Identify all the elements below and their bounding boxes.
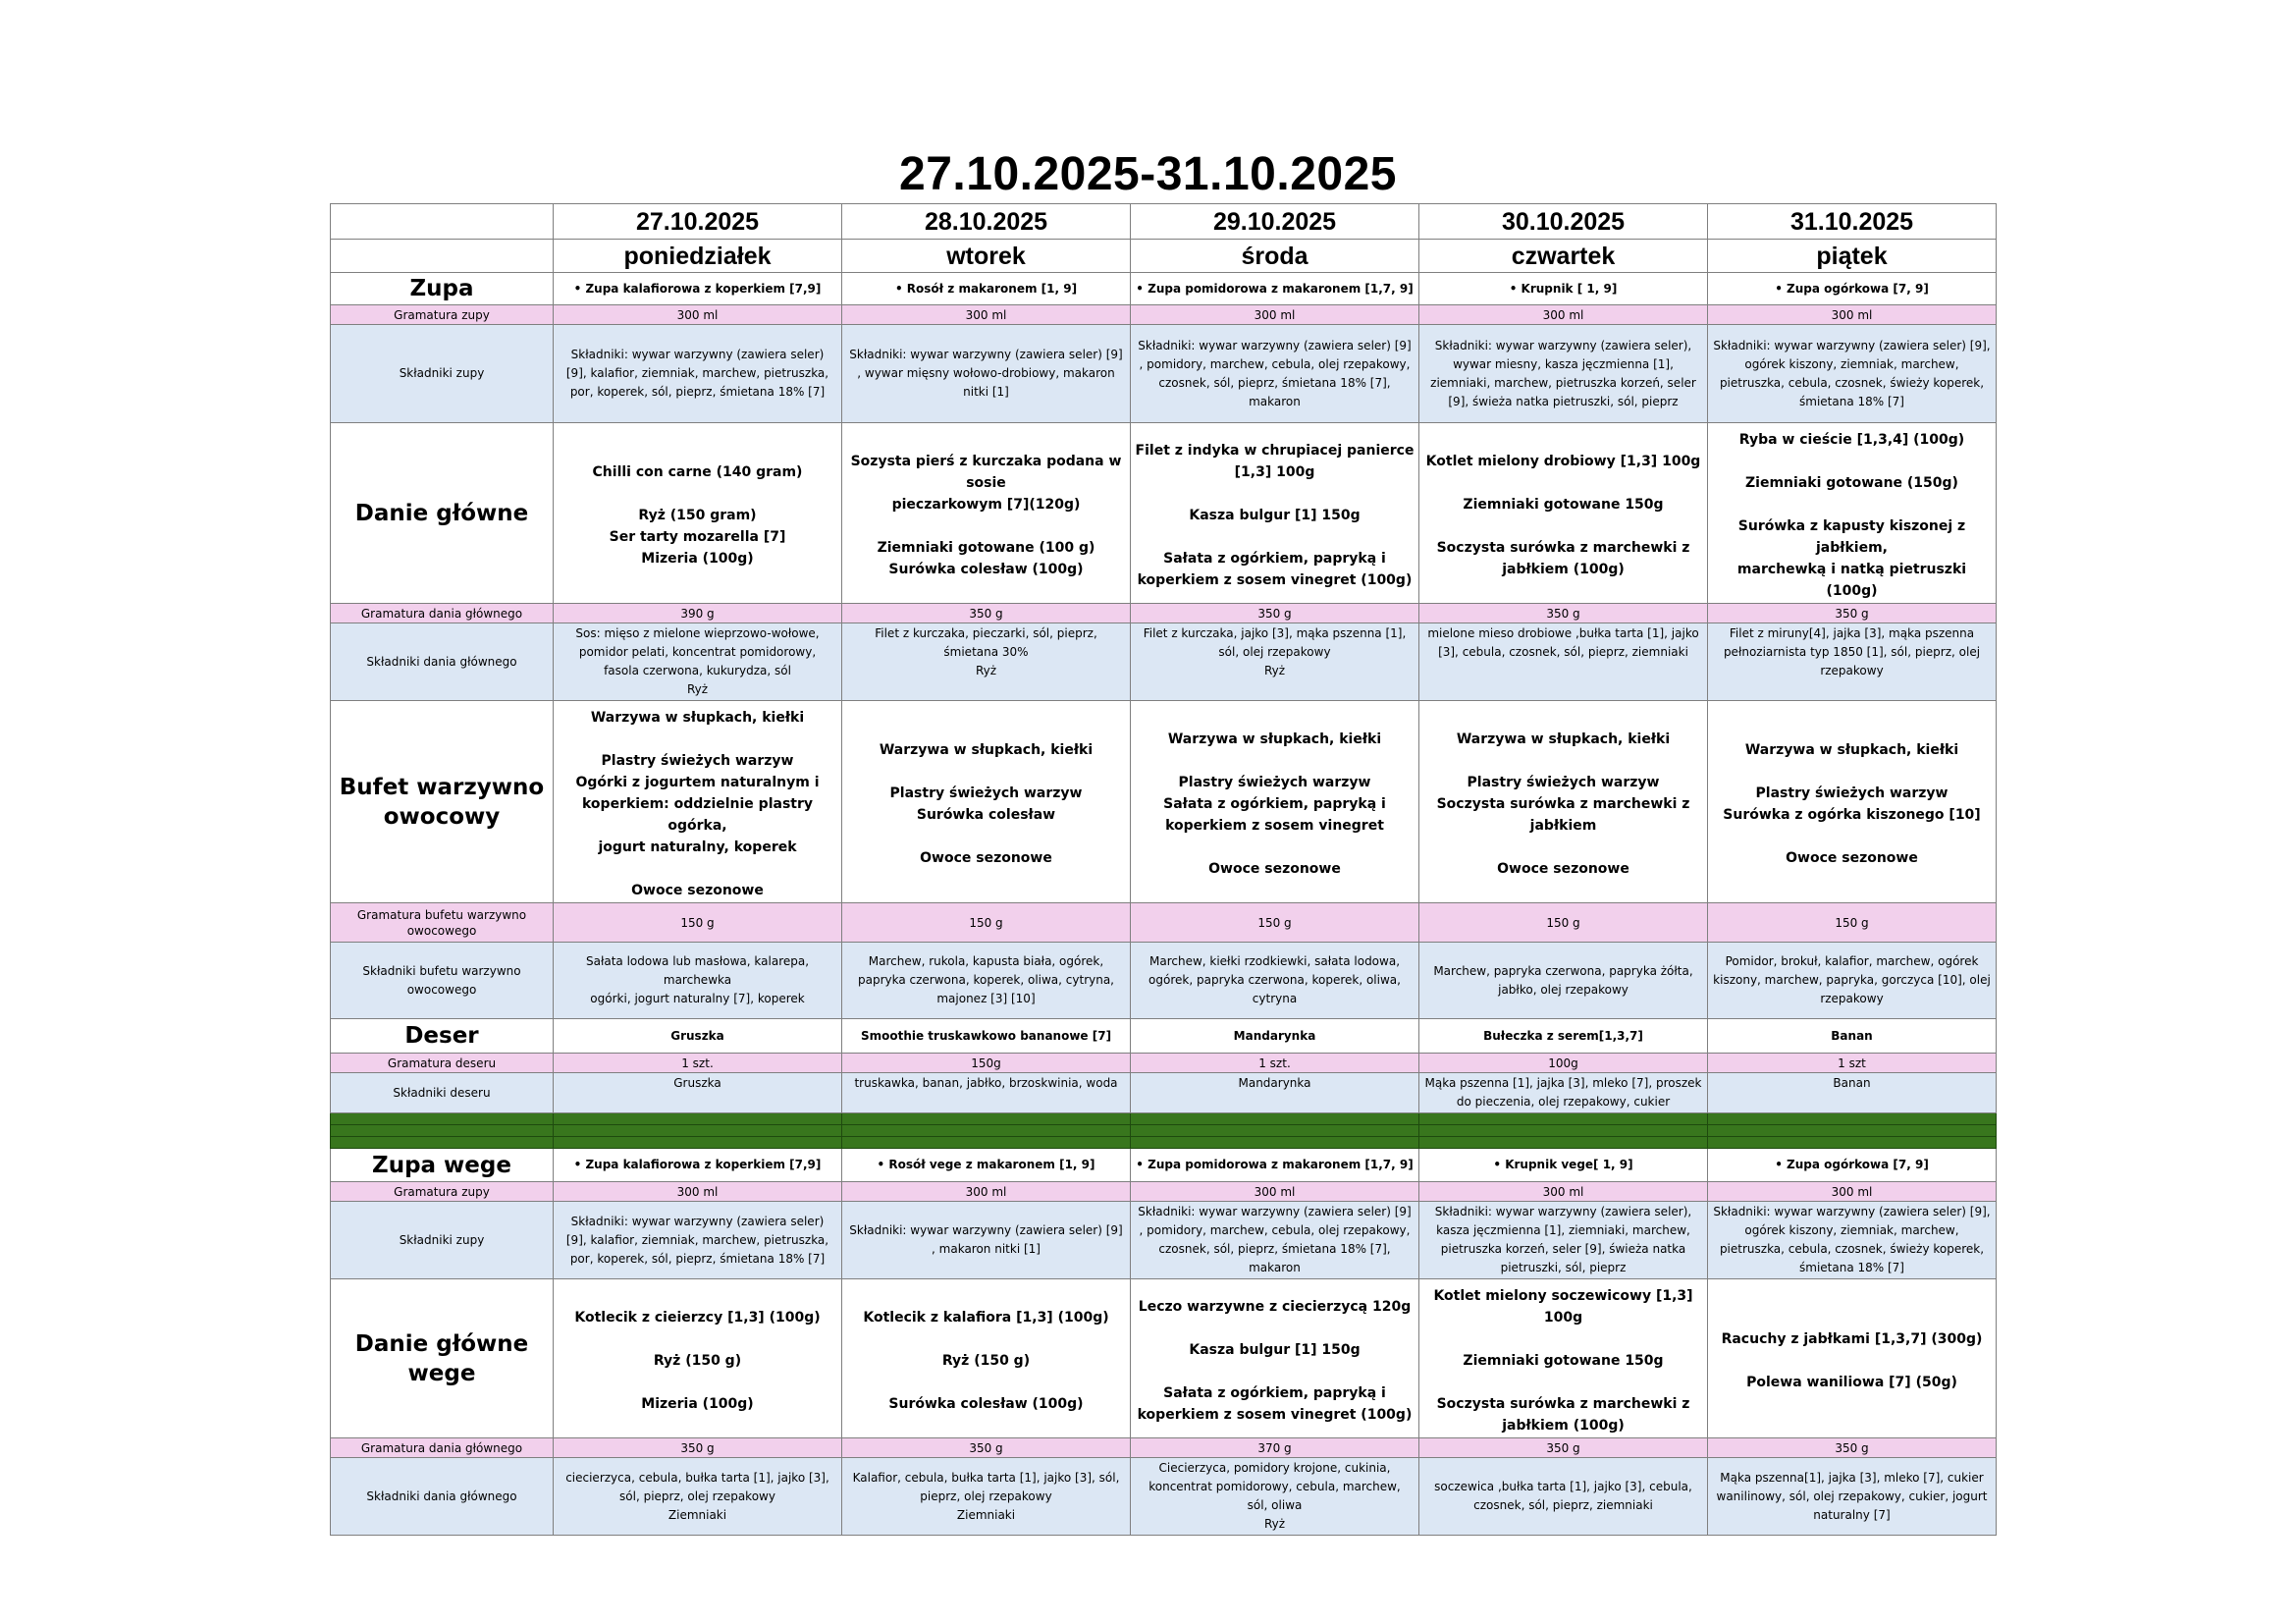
dessert-ingredients-monday: Gruszka xyxy=(554,1073,842,1113)
buffet-thursday: Warzywa w słupkach, kiełki Plastry świeżych warzyw Soczysta surówka z marchewki z jabłkiem Owoce sezonowe xyxy=(1419,701,1708,903)
main-dish-label: Danie główne xyxy=(331,423,554,604)
date-row xyxy=(331,204,1997,240)
separator-cell xyxy=(842,1125,1131,1137)
date-wednesday: 29.10.2025 xyxy=(1131,204,1419,240)
main-vege-ingredients-label: Składniki dania głównego xyxy=(331,1458,554,1536)
soup-ingredients-monday: Składniki: wywar warzywny (zawiera seler) [9], kalafior, ziemniak, marchew, pietruszka, por, koperek, sól, pieprz, śmietana 18% [7] xyxy=(554,325,842,423)
buffet-ingredients-thursday: Marchew, papryka czerwona, papryka żółta, jabłko, olej rzepakowy xyxy=(1419,943,1708,1019)
buffet-ingredients-label: Składniki bufetu warzywno owocowego xyxy=(331,943,554,1019)
date-tuesday: 28.10.2025 xyxy=(842,204,1131,240)
buffet-weight-friday: 150 g xyxy=(1708,903,1997,943)
weekday-friday: piątek xyxy=(1708,240,1997,273)
separator-cell xyxy=(1419,1125,1708,1137)
soup-ingredients-wednesday: Składniki: wywar warzywny (zawiera seler) [9] , pomidory, marchew, cebula, olej rzepakowy, czosnek, sól, pieprz, śmietana 18% [7], makaron xyxy=(1131,325,1419,423)
soup-weight-thursday: 300 ml xyxy=(1419,305,1708,325)
separator-cell xyxy=(1708,1113,1997,1125)
main-dish-thursday: Kotlet mielony drobiowy [1,3] 100g Ziemniaki gotowane 150g Soczysta surówka z marchewki z jabłkiem (100g) xyxy=(1419,423,1708,604)
main-vege-ingredients-thursday: soczewica ,bułka tarta [1], jajko [3], cebula, czosnek, sól, pieprz, ziemniaki xyxy=(1419,1458,1708,1536)
separator-row xyxy=(331,1125,1997,1137)
buffet-weight-row xyxy=(331,903,1997,943)
separator-cell xyxy=(1419,1113,1708,1125)
dessert-tuesday: Smoothie truskawkowo bananowe [7] xyxy=(842,1019,1131,1054)
soup-vege-weight-label: Gramatura zupy xyxy=(331,1182,554,1202)
soup-tuesday: • Rosół z makaronem [1, 9] xyxy=(842,273,1131,305)
buffet-weight-thursday: 150 g xyxy=(1419,903,1708,943)
page-title: 27.10.2025-31.10.2025 xyxy=(899,148,1397,200)
separator-cell xyxy=(331,1113,554,1125)
soup-vege-ingredients-row xyxy=(331,1202,1997,1279)
soup-wednesday: • Zupa pomidorowa z makaronem [1,7, 9] xyxy=(1131,273,1419,305)
main-weight-row xyxy=(331,604,1997,623)
weekday-thursday: czwartek xyxy=(1419,240,1708,273)
separator-row xyxy=(331,1137,1997,1149)
main-dish-wednesday: Filet z indyka w chrupiacej panierce [1,3] 100g Kasza bulgur [1] 150g Sałata z ogórkiem, papryką i koperkiem z sosem vinegret (100g) xyxy=(1131,423,1419,604)
main-ingredients-friday: Filet z miruny[4], jajka [3], mąka pszenna pełnoziarnista typ 1850 [1], sól, pieprz, olej rzepakowy xyxy=(1708,623,1997,701)
buffet-ingredients-row xyxy=(331,943,1997,1019)
soup-ingredients-thursday: Składniki: wywar warzywny (zawiera seler), wywar miesny, kasza jęczmienna [1], ziemniaki, marchew, pietruszka korzeń, seler [9], świeża natka pietruszki, sól, pieprz xyxy=(1419,325,1708,423)
soup-vege-label: Zupa wege xyxy=(331,1149,554,1182)
buffet-row xyxy=(331,701,1997,903)
corner-cell xyxy=(331,204,554,240)
separator-cell xyxy=(331,1137,554,1149)
dessert-weight-monday: 1 szt. xyxy=(554,1054,842,1073)
soup-vege-friday: • Zupa ogórkowa [7, 9] xyxy=(1708,1149,1997,1182)
soup-vege-weight-thursday: 300 ml xyxy=(1419,1182,1708,1202)
soup-vege-weight-tuesday: 300 ml xyxy=(842,1182,1131,1202)
date-thursday: 30.10.2025 xyxy=(1419,204,1708,240)
separator-cell xyxy=(331,1125,554,1137)
separator-cell xyxy=(842,1137,1131,1149)
soup-monday: • Zupa kalafiorowa z koperkiem [7,9] xyxy=(554,273,842,305)
main-dish-vege-friday: Racuchy z jabłkami [1,3,7] (300g) Polewa waniliowa [7] (50g) xyxy=(1708,1279,1997,1438)
dessert-wednesday: Mandarynka xyxy=(1131,1019,1419,1054)
soup-vege-tuesday: • Rosół vege z makaronem [1, 9] xyxy=(842,1149,1131,1182)
soup-ingredients-friday: Składniki: wywar warzywny (zawiera seler) [9], ogórek kiszony, ziemniak, marchew, pietruszka, cebula, czosnek, świeży koperek, śmietana 18% [7] xyxy=(1708,325,1997,423)
dessert-friday: Banan xyxy=(1708,1019,1997,1054)
separator-cell xyxy=(554,1137,842,1149)
buffet-monday: Warzywa w słupkach, kiełki Plastry świeżych warzyw Ogórki z jogurtem naturalnym i koperkiem: oddzielnie plastry ogórka, jogurt naturalny, koperek Owoce sezonowe xyxy=(554,701,842,903)
date-monday: 27.10.2025 xyxy=(554,204,842,240)
main-ingredients-wednesday: Filet z kurczaka, jajko [3], mąka pszenna [1], sól, olej rzepakowy Ryż xyxy=(1131,623,1419,701)
soup-vege-ingredients-thursday: Składniki: wywar warzywny (zawiera seler), kasza jęczmienna [1], ziemniaki, marchew, pietruszka korzeń, seler [9], świeża natka pietruszki, sól, pieprz xyxy=(1419,1202,1708,1279)
buffet-friday: Warzywa w słupkach, kiełki Plastry świeżych warzyw Surówka z ogórka kiszonego [10] Owoce sezonowe xyxy=(1708,701,1997,903)
dessert-label: Deser xyxy=(331,1019,554,1054)
main-dish-vege-wednesday: Leczo warzywne z ciecierzycą 120g Kasza bulgur [1] 150g Sałata z ogórkiem, papryką i koperkiem z sosem vinegret (100g) xyxy=(1131,1279,1419,1438)
soup-weight-label: Gramatura zupy xyxy=(331,305,554,325)
soup-weight-friday: 300 ml xyxy=(1708,305,1997,325)
weekday-monday: poniedziałek xyxy=(554,240,842,273)
soup-label: Zupa xyxy=(331,273,554,305)
separator-cell xyxy=(1131,1125,1419,1137)
dessert-ingredients-row xyxy=(331,1073,1997,1113)
weekday-wednesday: środa xyxy=(1131,240,1419,273)
soup-weight-tuesday: 300 ml xyxy=(842,305,1131,325)
weekday-tuesday: wtorek xyxy=(842,240,1131,273)
main-weight-monday: 390 g xyxy=(554,604,842,623)
main-vege-ingredients-tuesday: Kalafior, cebula, bułka tarta [1], jajko [3], sól, pieprz, olej rzepakowy Ziemniaki xyxy=(842,1458,1131,1536)
separator-cell xyxy=(1131,1113,1419,1125)
separator-cell xyxy=(554,1113,842,1125)
main-dish-vege-tuesday: Kotlecik z kalafiora [1,3] (100g) Ryż (150 g) Surówka colesław (100g) xyxy=(842,1279,1131,1438)
separator-cell xyxy=(554,1125,842,1137)
main-vege-ingredients-friday: Mąka pszenna[1], jajka [3], mleko [7], cukier wanilinowy, sól, olej rzepakowy, cukier, jogurt naturalny [7] xyxy=(1708,1458,1997,1536)
main-dish-vege-label: Danie główne wege xyxy=(331,1279,554,1438)
dessert-weight-tuesday: 150g xyxy=(842,1054,1131,1073)
main-vege-ingredients-monday: ciecierzyca, cebula, bułka tarta [1], jajko [3], sól, pieprz, olej rzepakowy Ziemniaki xyxy=(554,1458,842,1536)
soup-vege-ingredients-label: Składniki zupy xyxy=(331,1202,554,1279)
soup-vege-row xyxy=(331,1149,1997,1182)
buffet-wednesday: Warzywa w słupkach, kiełki Plastry świeżych warzyw Sałata z ogórkiem, papryką i koperkiem z sosem vinegret Owoce sezonowe xyxy=(1131,701,1419,903)
buffet-ingredients-tuesday: Marchew, rukola, kapusta biała, ogórek, papryka czerwona, koperek, oliwa, cytryna, majonez [3] [10] xyxy=(842,943,1131,1019)
dessert-ingredients-label: Składniki deseru xyxy=(331,1073,554,1113)
main-dish-vege-monday: Kotlecik z cieierzcy [1,3] (100g) Ryż (150 g) Mizeria (100g) xyxy=(554,1279,842,1438)
buffet-ingredients-monday: Sałata lodowa lub masłowa, kalarepa, marchewka ogórki, jogurt naturalny [7], koperek xyxy=(554,943,842,1019)
dessert-monday: Gruszka xyxy=(554,1019,842,1054)
main-dish-vege-row xyxy=(331,1279,1997,1438)
dessert-weight-wednesday: 1 szt. xyxy=(1131,1054,1419,1073)
soup-weight-wednesday: 300 ml xyxy=(1131,305,1419,325)
main-ingredients-monday: Sos: mięso z mielone wieprzowo-wołowe, pomidor pelati, koncentrat pomidorowy, fasola czerwona, kukurydza, sól Ryż xyxy=(554,623,842,701)
main-ingredients-thursday: mielone mieso drobiowe ,bułka tarta [1], jajko [3], cebula, czosnek, sól, pieprz, ziemniaki xyxy=(1419,623,1708,701)
soup-weight-monday: 300 ml xyxy=(554,305,842,325)
separator-cell xyxy=(1131,1137,1419,1149)
main-ingredients-label: Składniki dania głównego xyxy=(331,623,554,701)
main-vege-weight-friday: 350 g xyxy=(1708,1438,1997,1458)
main-vege-weight-tuesday: 350 g xyxy=(842,1438,1131,1458)
soup-vege-weight-wednesday: 300 ml xyxy=(1131,1182,1419,1202)
buffet-weight-wednesday: 150 g xyxy=(1131,903,1419,943)
soup-vege-thursday: • Krupnik vege[ 1, 9] xyxy=(1419,1149,1708,1182)
soup-thursday: • Krupnik [ 1, 9] xyxy=(1419,273,1708,305)
buffet-label: Bufet warzywno owocowy xyxy=(331,701,554,903)
main-dish-tuesday: Sozysta pierś z kurczaka podana w sosie pieczarkowym [7](120g) Ziemniaki gotowane (100 g) Surówka colesław (100g) xyxy=(842,423,1131,604)
dessert-thursday: Bułeczka z serem[1,3,7] xyxy=(1419,1019,1708,1054)
corner-cell xyxy=(331,240,554,273)
buffet-weight-label: Gramatura bufetu warzywno owocowego xyxy=(331,903,554,943)
soup-ingredients-tuesday: Składniki: wywar warzywny (zawiera seler) [9] , wywar mięsny wołowo-drobiowy, makaron nitki [1] xyxy=(842,325,1131,423)
main-weight-wednesday: 350 g xyxy=(1131,604,1419,623)
separator-cell xyxy=(1708,1125,1997,1137)
dessert-row xyxy=(331,1019,1997,1054)
separator-row xyxy=(331,1113,1997,1125)
main-weight-label: Gramatura dania głównego xyxy=(331,604,554,623)
main-weight-tuesday: 350 g xyxy=(842,604,1131,623)
soup-vege-ingredients-monday: Składniki: wywar warzywny (zawiera seler) [9], kalafior, ziemniak, marchew, pietruszka, por, koperek, sól, pieprz, śmietana 18% [7] xyxy=(554,1202,842,1279)
soup-vege-monday: • Zupa kalafiorowa z koperkiem [7,9] xyxy=(554,1149,842,1182)
separator-cell xyxy=(842,1113,1131,1125)
soup-vege-ingredients-wednesday: Składniki: wywar warzywny (zawiera seler) [9] , pomidory, marchew, cebula, olej rzepakowy, czosnek, sól, pieprz, śmietana 18% [7], makaron xyxy=(1131,1202,1419,1279)
weekday-row xyxy=(331,240,1997,273)
main-vege-weight-label: Gramatura dania głównego xyxy=(331,1438,554,1458)
separator-cell xyxy=(1419,1137,1708,1149)
main-ingredients-tuesday: Filet z kurczaka, pieczarki, sól, pieprz, śmietana 30% Ryż xyxy=(842,623,1131,701)
soup-ingredients-label: Składniki zupy xyxy=(331,325,554,423)
main-dish-vege-thursday: Kotlet mielony soczewicowy [1,3] 100g Ziemniaki gotowane 150g Soczysta surówka z marchewki z jabłkiem (100g) xyxy=(1419,1279,1708,1438)
main-vege-weight-row xyxy=(331,1438,1997,1458)
date-friday: 31.10.2025 xyxy=(1708,204,1997,240)
main-weight-thursday: 350 g xyxy=(1419,604,1708,623)
dessert-ingredients-tuesday: truskawka, banan, jabłko, brzoskwinia, woda xyxy=(842,1073,1131,1113)
soup-ingredients-row xyxy=(331,325,1997,423)
main-vege-weight-thursday: 350 g xyxy=(1419,1438,1708,1458)
main-ingredients-row xyxy=(331,623,1997,701)
main-vege-ingredients-wednesday: Ciecierzyca, pomidory krojone, cukinia, koncentrat pomidorowy, cebula, marchew, sól, oliwa Ryż xyxy=(1131,1458,1419,1536)
soup-vege-wednesday: • Zupa pomidorowa z makaronem [1,7, 9] xyxy=(1131,1149,1419,1182)
soup-vege-weight-monday: 300 ml xyxy=(554,1182,842,1202)
dessert-ingredients-thursday: Mąka pszenna [1], jajka [3], mleko [7], proszek do pieczenia, olej rzepakowy, cukier xyxy=(1419,1073,1708,1113)
dessert-weight-thursday: 100g xyxy=(1419,1054,1708,1073)
soup-row xyxy=(331,273,1997,305)
separator-cell xyxy=(1708,1137,1997,1149)
dessert-ingredients-friday: Banan xyxy=(1708,1073,1997,1113)
soup-friday: • Zupa ogórkowa [7, 9] xyxy=(1708,273,1997,305)
dessert-weight-friday: 1 szt xyxy=(1708,1054,1997,1073)
dessert-weight-row xyxy=(331,1054,1997,1073)
main-vege-weight-monday: 350 g xyxy=(554,1438,842,1458)
buffet-weight-monday: 150 g xyxy=(554,903,842,943)
soup-vege-weight-row xyxy=(331,1182,1997,1202)
buffet-weight-tuesday: 150 g xyxy=(842,903,1131,943)
menu-table xyxy=(330,203,1997,1536)
dessert-ingredients-wednesday: Mandarynka xyxy=(1131,1073,1419,1113)
soup-vege-weight-friday: 300 ml xyxy=(1708,1182,1997,1202)
main-dish-friday: Ryba w cieście [1,3,4] (100g) Ziemniaki gotowane (150g) Surówka z kapusty kiszonej z jabłkiem, marchewką i natką pietruszki (100g) xyxy=(1708,423,1997,604)
buffet-tuesday: Warzywa w słupkach, kiełki Plastry świeżych warzyw Surówka colesław Owoce sezonowe xyxy=(842,701,1131,903)
buffet-ingredients-friday: Pomidor, brokuł, kalafior, marchew, ogórek kiszony, marchew, papryka, gorczyca [10], olej rzepakowy xyxy=(1708,943,1997,1019)
main-dish-row xyxy=(331,423,1997,604)
buffet-ingredients-wednesday: Marchew, kiełki rzodkiewki, sałata lodowa, ogórek, papryka czerwona, koperek, oliwa, cytryna xyxy=(1131,943,1419,1019)
main-dish-monday: Chilli con carne (140 gram) Ryż (150 gram) Ser tarty mozarella [7] Mizeria (100g) xyxy=(554,423,842,604)
dessert-weight-label: Gramatura deseru xyxy=(331,1054,554,1073)
soup-vege-ingredients-friday: Składniki: wywar warzywny (zawiera seler) [9], ogórek kiszony, ziemniak, marchew, pietruszka, cebula, czosnek, świeży koperek, śmietana 18% [7] xyxy=(1708,1202,1997,1279)
soup-vege-ingredients-tuesday: Składniki: wywar warzywny (zawiera seler) [9] , makaron nitki [1] xyxy=(842,1202,1131,1279)
main-vege-ingredients-row xyxy=(331,1458,1997,1536)
soup-weight-row xyxy=(331,305,1997,325)
main-weight-friday: 350 g xyxy=(1708,604,1997,623)
main-vege-weight-wednesday: 370 g xyxy=(1131,1438,1419,1458)
